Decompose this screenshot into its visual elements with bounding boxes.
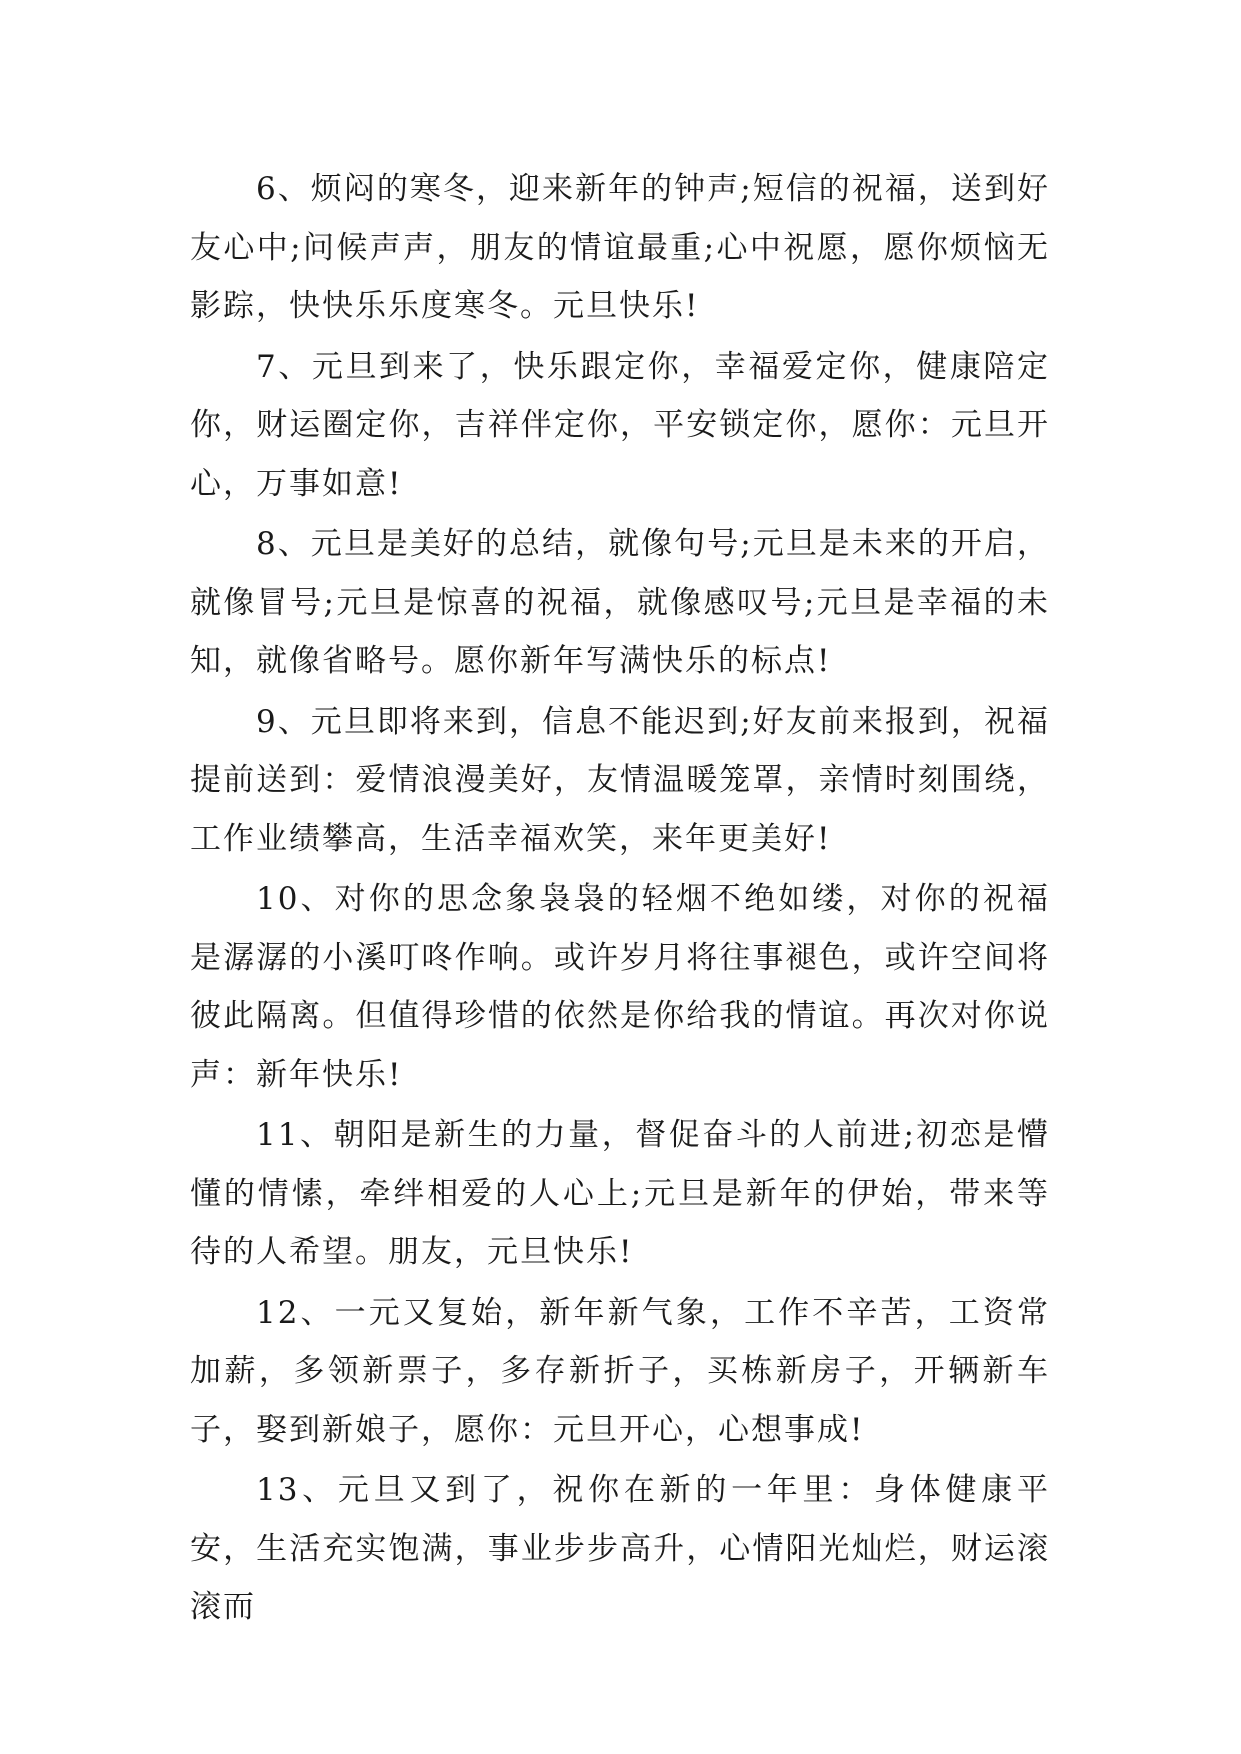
paragraph-7: 7、元旦到来了，快乐跟定你，幸福爱定你，健康陪定你，财运圈定你，吉祥伴定你，平安锁定你，愿你：元旦开心，万事如意!: [190, 348, 1050, 502]
paragraph-12: 12、一元又复始，新年新气象，工作不辛苦，工资常加薪，多领新票子，多存新折子，买栋新房子，开辆新车子，娶到新娘子，愿你：元旦开心，心想事成!: [190, 1294, 1050, 1448]
paragraph-8: 8、元旦是美好的总结，就像句号;元旦是未来的开启，就像冒号;元旦是惊喜的祝福，就像感叹号;元旦是幸福的未知，就像省略号。愿你新年写满快乐的标点!: [190, 526, 1050, 679]
document-body: [190, 160, 1050, 1639]
paragraph-13: 13、元旦又到了，祝你在新的一年里：身体健康平安，生活充实饱满，事业步步高升，心情阳光灿烂，财运滚滚而: [190, 1472, 1050, 1625]
paragraph-10: 10、对你的思念象袅袅的轻烟不绝如缕，对你的祝福是潺潺的小溪叮咚作响。或许岁月将往事褪色，或许空间将彼此隔离。但值得珍惜的依然是你给我的情谊。再次对你说声：新年快乐!: [190, 881, 1050, 1093]
paragraph-9: 9、元旦即将来到，信息不能迟到;好友前来报到，祝福提前送到：爱情浪漫美好，友情温暖笼罩，亲情时刻围绕，工作业绩攀高，生活幸福欢笑，来年更美好!: [190, 703, 1050, 857]
paragraph-11: 11、朝阳是新生的力量，督促奋斗的人前进;初恋是懵懂的情愫，牵绊相爱的人心上;元旦是新年的伊始，带来等待的人希望。朋友，元旦快乐!: [190, 1117, 1050, 1270]
paragraph-6: 6、烦闷的寒冬，迎来新年的钟声;短信的祝福，送到好友心中;问候声声，朋友的情谊最重;心中祝愿，愿你烦恼无影踪，快快乐乐度寒冬。元旦快乐!: [190, 171, 1050, 324]
